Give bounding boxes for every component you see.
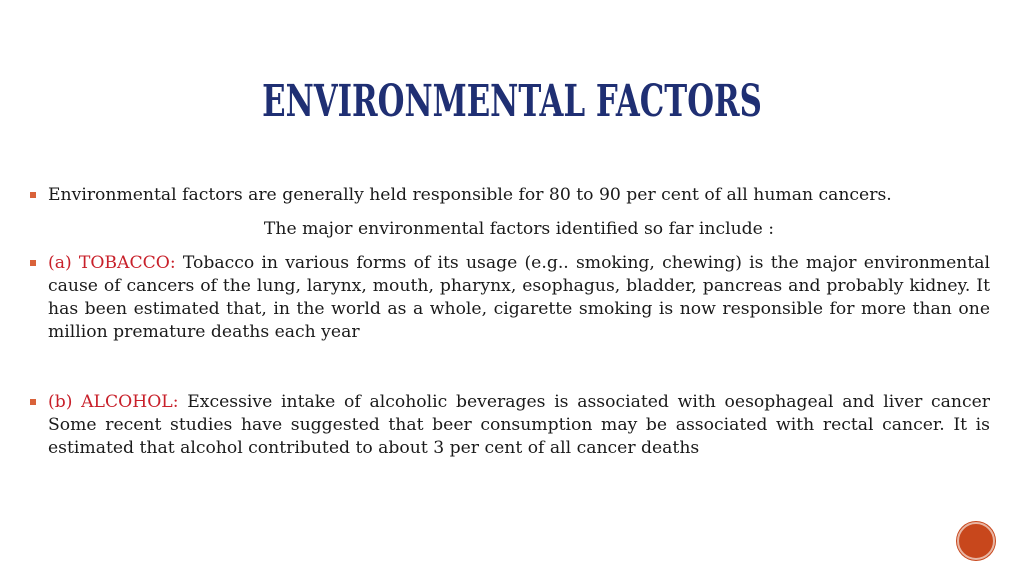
bullet-item-alcohol (30, 391, 990, 460)
bullet-square-icon (30, 399, 36, 405)
bullet-item-tobacco (30, 252, 990, 344)
bullet-square-icon (30, 260, 36, 266)
subheading-line: The major environmental factors identified so far include : (263, 219, 775, 239)
tobacco-label: (a) TOBACCO: (48, 253, 176, 273)
alcohol-text: Excessive intake of alcoholic beverages is associated with oesophageal and liver cancer Some recent studies have suggested that beer consumption may be associated with rectal cancer. It is estimated that alcohol contributed to about 3 per cent of all cancer deaths (48, 392, 991, 458)
bullet-item (30, 184, 990, 207)
tobacco-text: Tobacco in various forms of its usage (e.g.. smoking, chewing) is the major environmental cause of cancers of the lung, larynx, mouth, pharynx, esophagus, bladder, pancreas and probably kidney. It has been estimated that, in the world as a whole, cigarette smoking is now responsible for more than one million premature deaths each year (48, 253, 990, 342)
slide-title: ENVIRONMENTAL FACTORS (262, 76, 762, 127)
slide-body (30, 184, 990, 460)
slide-number-badge (957, 522, 995, 560)
bullet-text: Environmental factors are generally held responsible for 80 to 90 per cent of all human cancers. (48, 185, 892, 205)
bullet-square-icon (30, 192, 36, 198)
alcohol-label: (b) ALCOHOL: (48, 392, 179, 412)
